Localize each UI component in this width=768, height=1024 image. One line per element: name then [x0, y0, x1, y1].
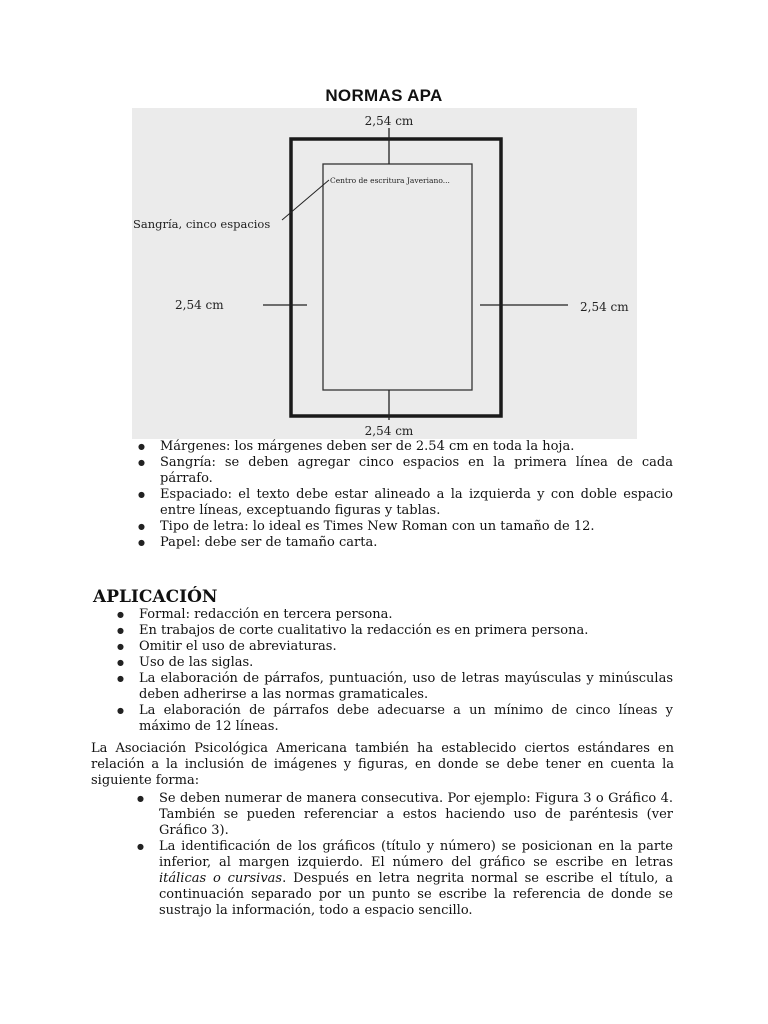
left-margin-label: 2,54 cm [175, 298, 224, 312]
list-item: ● Márgenes: los márgenes deben ser de 2.54 cm en toda la hoja. [160, 439, 673, 455]
body-paragraph: La Asociación Psicológica Americana también ha establecido ciertos estándares en relación a la inclusión de imágenes y figuras, en donde se debe tener en cuenta la siguiente forma: [91, 741, 674, 788]
list-item: ● Formal: redacción en tercera persona. [139, 607, 673, 623]
top-margin-label: 2,54 cm [364, 114, 414, 128]
format-rules-list [160, 439, 673, 551]
page-title: NORMAS APA [325, 86, 443, 105]
list-item: ● Omitir el uso de abreviaturas. [139, 639, 673, 655]
list-item: ● Se deben numerar de manera consecutiva. Por ejemplo: Figura 3 o Gráfico 4. También se pueden referenciar a estos haciendo uso de paréntesis (ver Gráfico 3). [159, 791, 673, 839]
list-item: ● La elaboración de párrafos debe adecuarse a un mínimo de cinco líneas y máximo de 12 líneas. [139, 703, 673, 735]
section-heading: APLICACIÓN [93, 587, 218, 607]
margins-diagram-svg [132, 108, 637, 439]
list-item-text: . Después en letra negrita normal se escribe el título, a continuación separado por un punto se escribe la referencia de donde se sustrajo la información, todo a espacio sencillo. [159, 871, 673, 918]
bottom-margin-label: 2,54 cm [364, 424, 414, 438]
sangria-pointer-line [282, 180, 329, 220]
list-item [159, 839, 673, 919]
list-item: ● Espaciado: el texto debe estar alineado a la izquierda y con doble espacio entre líneas, exceptuando figuras y tablas. [160, 487, 673, 519]
inner-text-area [323, 164, 472, 390]
right-margin-label: 2,54 cm [580, 300, 629, 314]
list-item: ● Sangría: se deben agregar cinco espacios en la primera línea de cada párrafo. [160, 455, 673, 487]
inner-sample-text: Centro de escritura Javeriano... [330, 176, 450, 185]
list-item: ● Uso de las siglas. [139, 655, 673, 671]
list-item: ● En trabajos de corte cualitativo la redacción es en primera persona. [139, 623, 673, 639]
margins-diagram [132, 108, 637, 439]
sangria-label: Sangría, cinco espacios [133, 217, 271, 231]
list-item: ● La elaboración de párrafos, puntuación, uso de letras mayúsculas y minúsculas deben adherirse a las normas gramaticales. [139, 671, 673, 703]
list-item: ● Tipo de letra: lo ideal es Times New Roman con un tamaño de 12. [160, 519, 673, 535]
list-item-text: La identificación de los gráficos (título y número) se posicionan en la parte inferior, al margen izquierdo. El número del gráfico se escribe en letras [159, 839, 673, 870]
italic-text: itálicas o cursivas [159, 871, 283, 886]
figure-rules-list [159, 791, 673, 919]
application-rules-list [139, 607, 673, 735]
list-item: ● Papel: debe ser de tamaño carta. [160, 535, 673, 551]
